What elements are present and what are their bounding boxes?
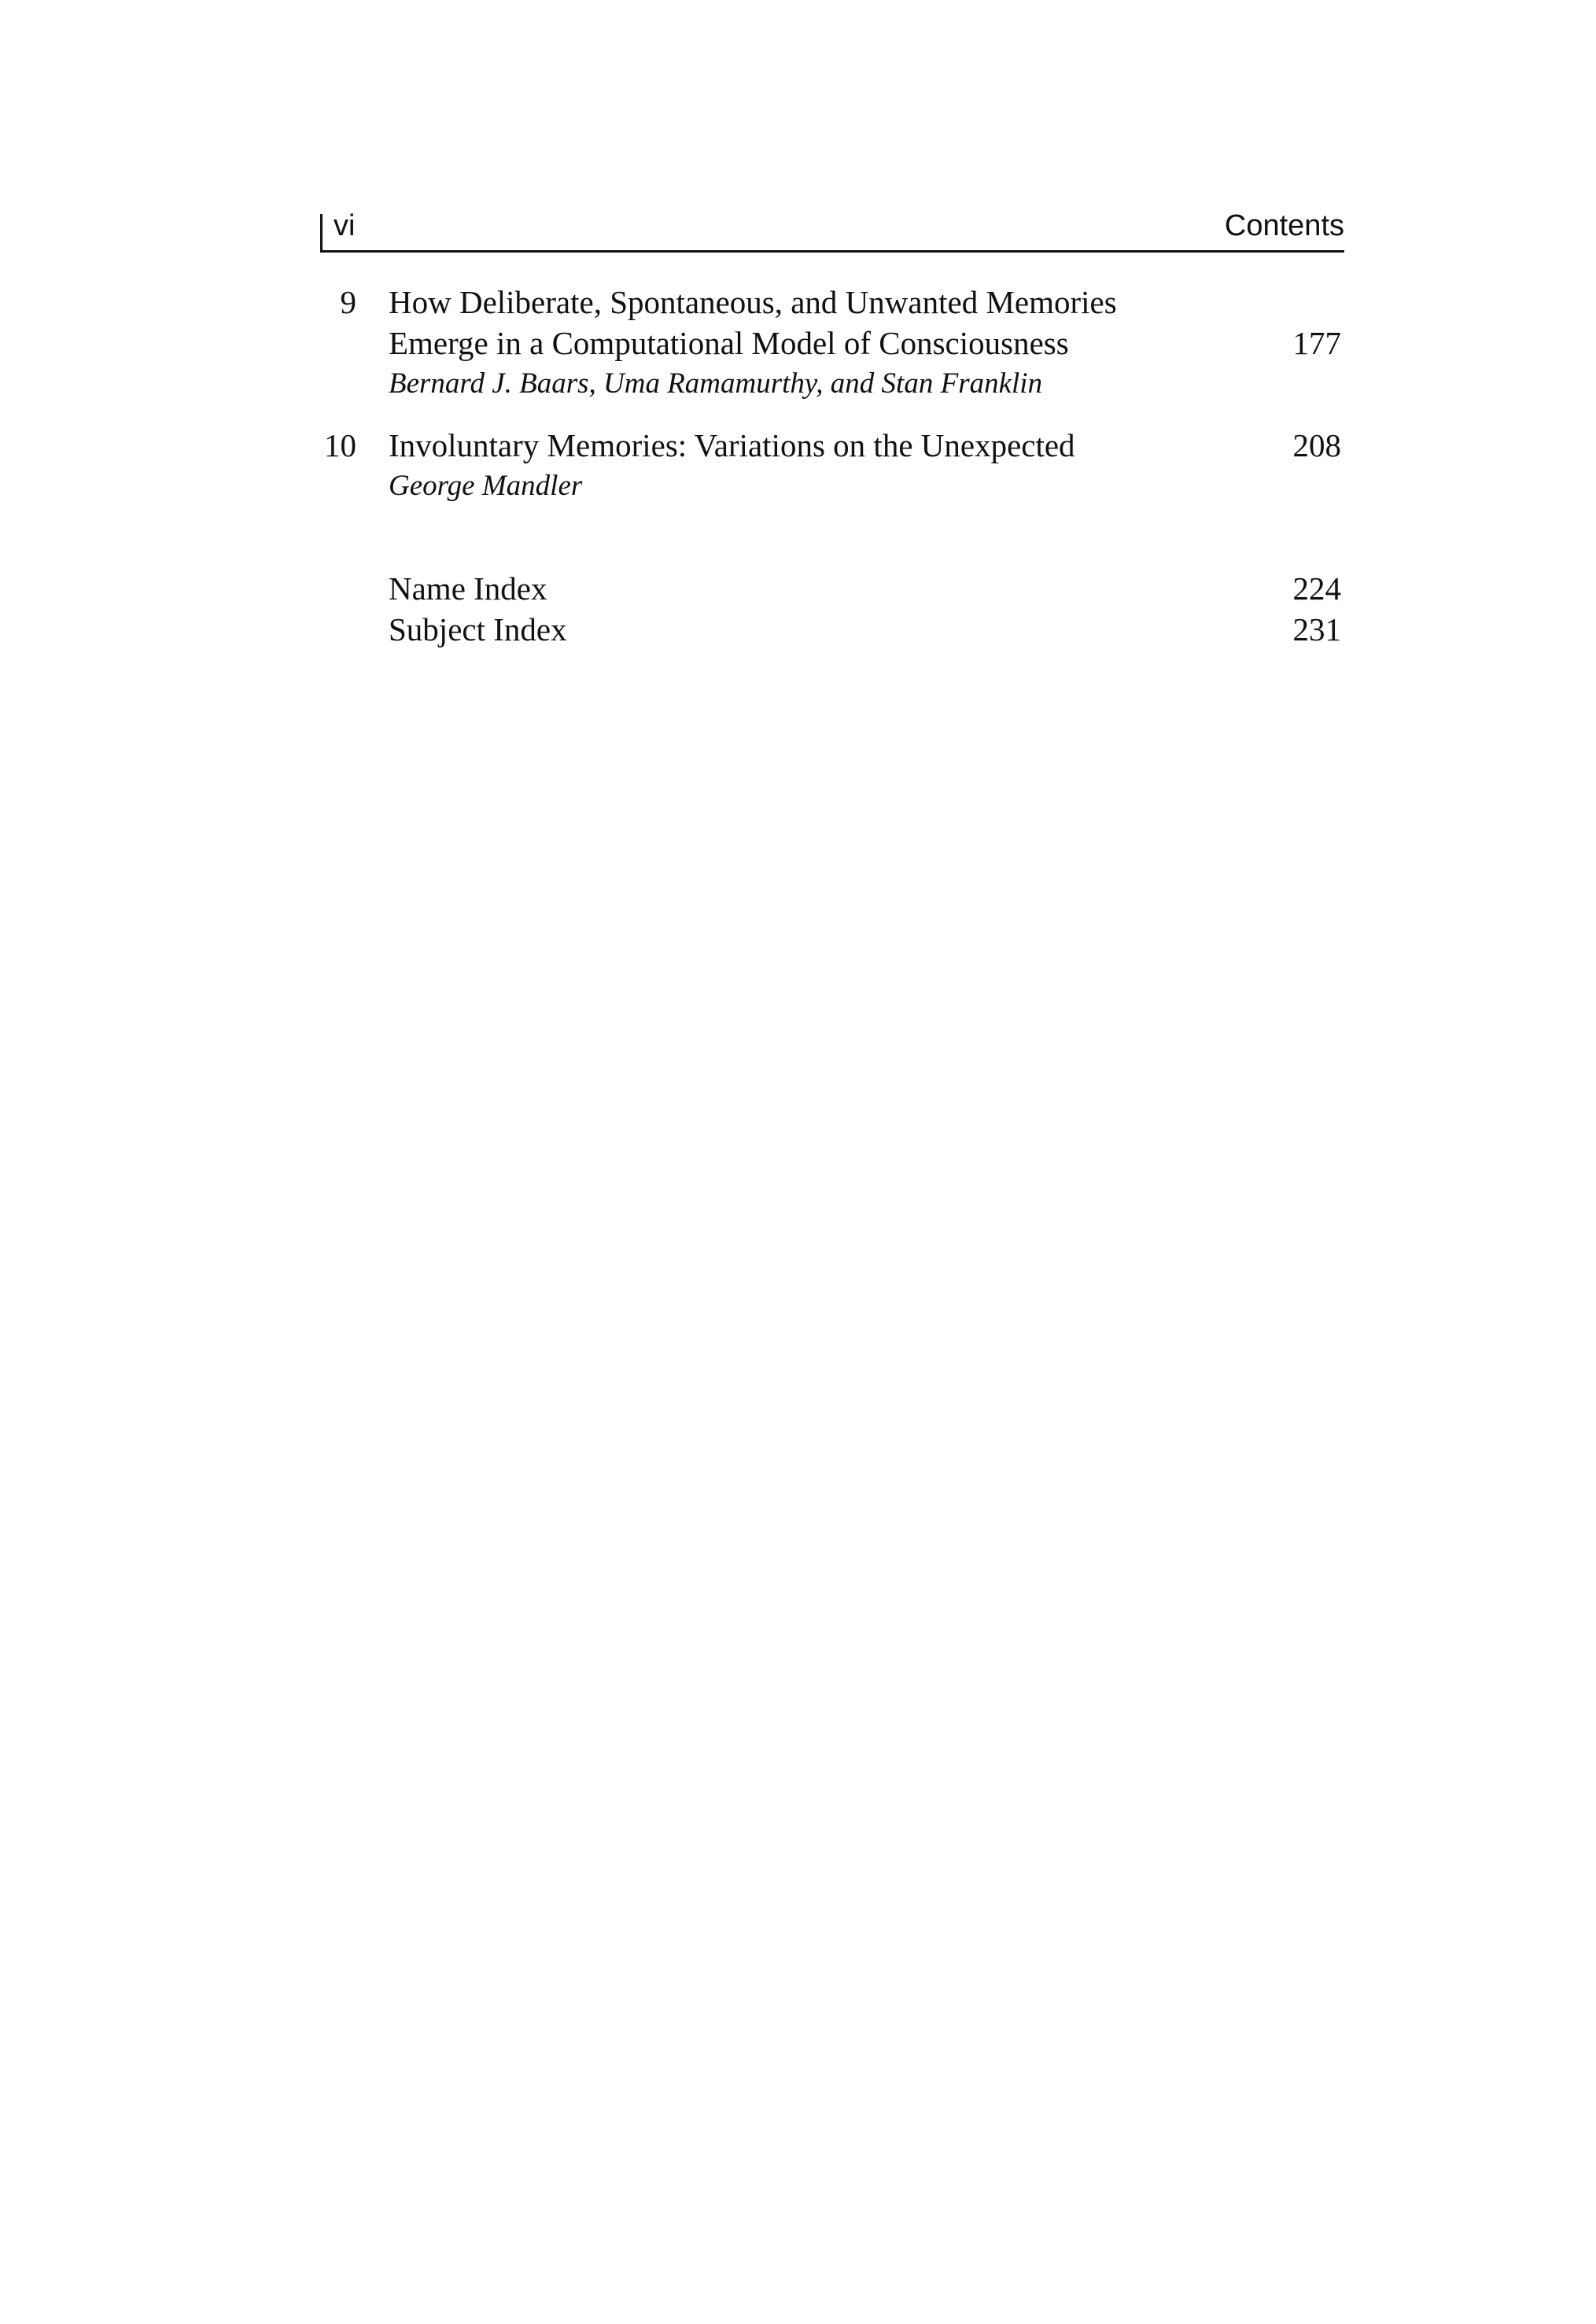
running-header (320, 206, 1344, 253)
header-left-rule (320, 214, 323, 250)
chapter-title-line-1: How Deliberate, Spontaneous, and Unwanted Memories (389, 284, 1117, 320)
header-page-number: vi (334, 209, 356, 242)
toc-entry-subject-index[interactable] (320, 609, 1344, 650)
chapter-title-line-1: Involuntary Memories: Variations on the Unexpected (389, 427, 1075, 463)
chapter-authors: George Mandler (389, 470, 583, 502)
toc-entry-chapter-10[interactable] (320, 425, 1344, 507)
index-page-number: 231 (1292, 611, 1341, 647)
header-section-title: Contents (1224, 209, 1344, 242)
chapter-page-number: 208 (1292, 427, 1341, 463)
index-label: Name Index (389, 570, 547, 607)
toc-entry-chapter-9[interactable] (320, 282, 1344, 406)
chapter-number: 9 (340, 284, 356, 320)
index-list (320, 568, 1344, 650)
chapter-authors: Bernard J. Baars, Uma Ramamurthy, and Stan Franklin (389, 367, 1043, 400)
chapter-page-number: 177 (1292, 325, 1341, 361)
index-page-number: 224 (1292, 570, 1341, 607)
index-label: Subject Index (389, 611, 567, 647)
toc-entry-name-index[interactable] (320, 568, 1344, 609)
chapter-title-line-2: Emerge in a Computational Model of Consciousness (389, 325, 1069, 361)
chapter-number: 10 (324, 427, 356, 463)
table-of-contents (320, 282, 1344, 650)
